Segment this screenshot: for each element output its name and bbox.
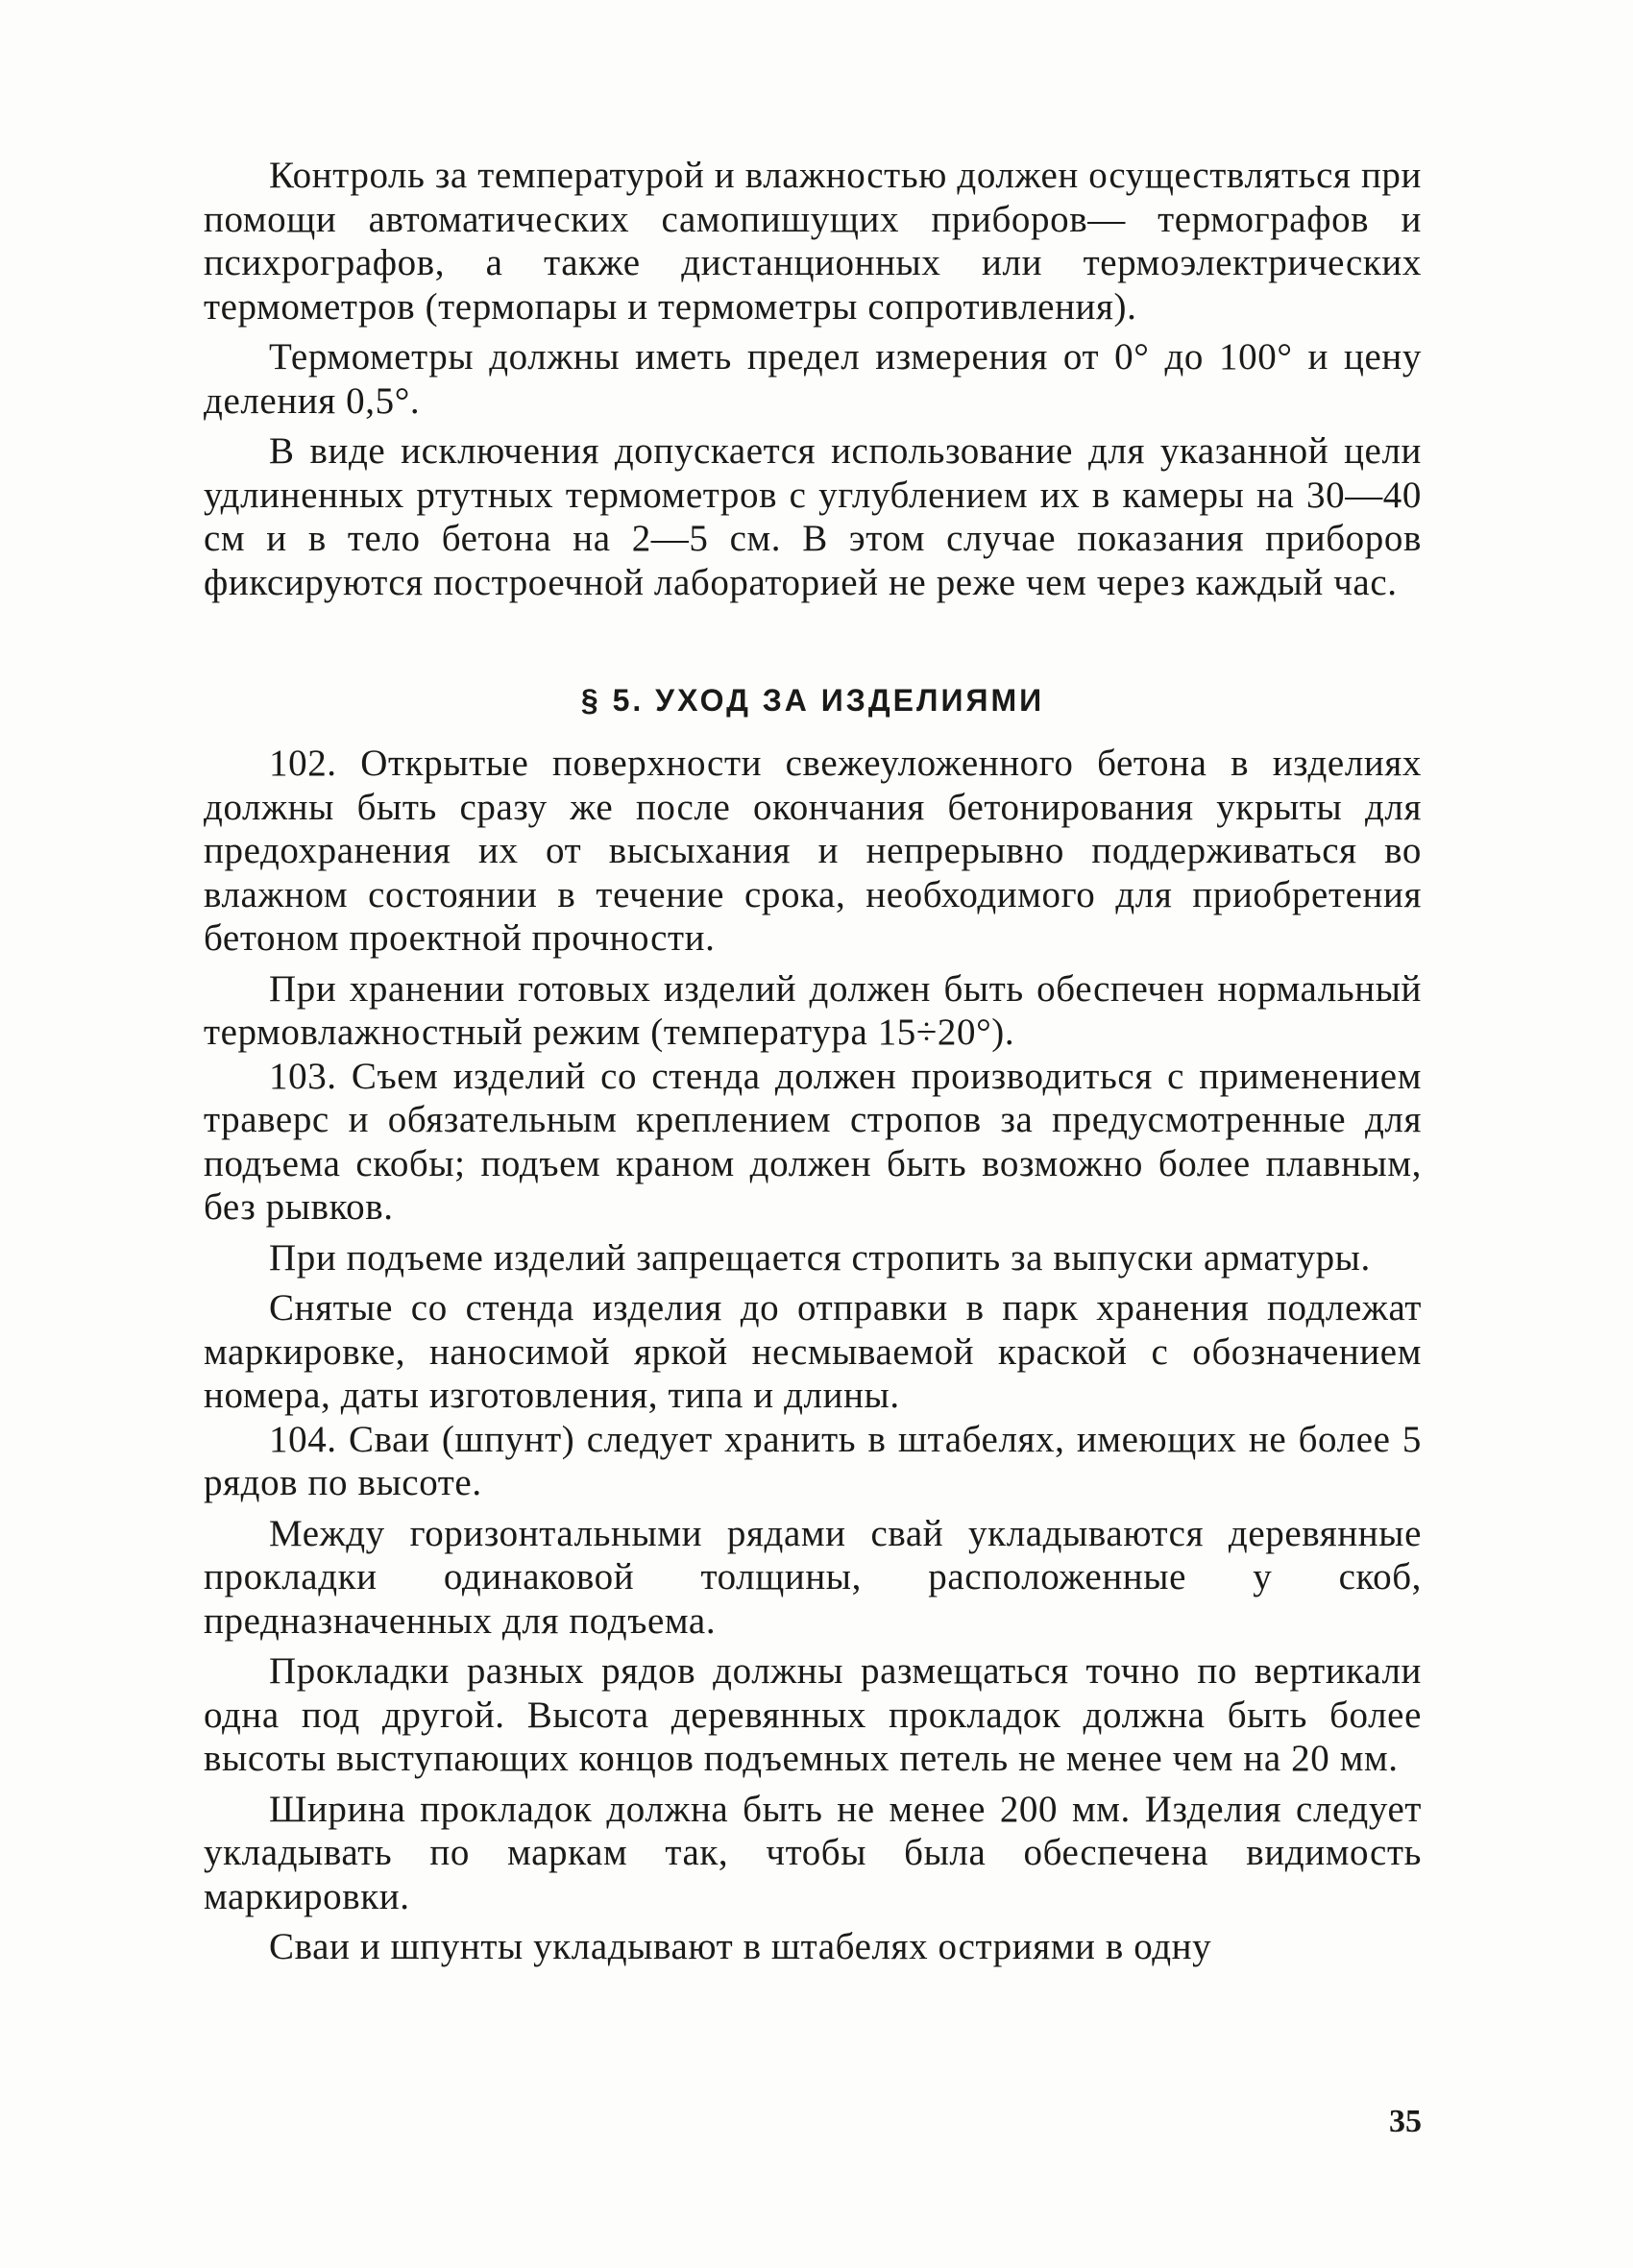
paragraph-thermometer-range: Термометры должны иметь предел измерения от 0° до 100° и цену деления 0,5°. [204,336,1422,422]
paragraph-104: 104. Сваи (шпунт) следует хранить в штабелях, имеющих не более 5 рядов по высоте. [204,1418,1422,1503]
paragraph-mercury-thermometers: В виде исключения допускается использование для указанной цели удлиненных ртутных термометров с углублением их в камеры на 30—40 см и в тело бетона на 2—5 см. В этом случае показания приборов фиксируются построечной лабораторией не реже чем через каждый час. [204,430,1422,603]
page-number: 35 [1389,2104,1422,2139]
paragraph-piles-stacking: Сваи и шпунты укладывают в штабелях остриями в одну [269,1926,1212,1967]
paragraph-spacers: Между горизонтальными рядами свай укладываются деревянные прокладки одинаковой толщины, расположенные у скоб, предназначенных для подъема. [204,1512,1422,1642]
paragraph-spacer-alignment: Прокладки разных рядов должны размещаться точно по вертикали одна под другой. Высота деревянных прокладок должна быть более высоты выступающих концов подъемных петель не менее чем на 20 мм. [204,1650,1422,1779]
paragraph-102: 102. Открытые поверхности свежеуложенного бетона в изделиях должны быть сразу же после окончания бетонирования укрыты для предохранения их от высыхания и непрерывно поддерживаться во влажном состоянии в течение срока, необходимого для приобретения бетоном проектной прочности. [204,743,1422,959]
text-column [204,154,1422,1969]
section-heading: § 5. УХОД ЗА ИЗДЕЛИЯМИ [580,683,1045,718]
paragraph-marking: Снятые со стенда изделия до отправки в парк хранения подлежат маркировке, наносимой яркой несмываемой краской с обозначением номера, даты изготовления, типа и длины. [204,1287,1422,1416]
paragraph-temperature-control: Контроль за температурой и влажностью должен осуществляться при помощи автоматических самопишущих приборов— термографов и психрографов, а также дистанционных или термоэлектрических термометров (термопары и термометры сопротивления). [204,155,1422,328]
paragraph-storage-regime: При хранении готовых изделий должен быть обеспечен нормальный термовлажностный режим (температура 15÷20°). [204,967,1422,1053]
paragraph-spacer-width: Ширина прокладок должна быть не менее 200 мм. Изделия следует укладывать по маркам так, чтобы была обеспечена видимость маркировки. [204,1788,1422,1917]
paragraph-103: 103. Съем изделий со стенда должен производиться с применением траверс и обязательным креплением стропов за предусмотренные для подъема скобы; подъем краном должен быть возможно более плавным, без рывков. [204,1055,1422,1228]
paragraph-lifting-restriction: При подъеме изделий запрещается стропить за выпуски арматуры. [269,1236,1371,1279]
